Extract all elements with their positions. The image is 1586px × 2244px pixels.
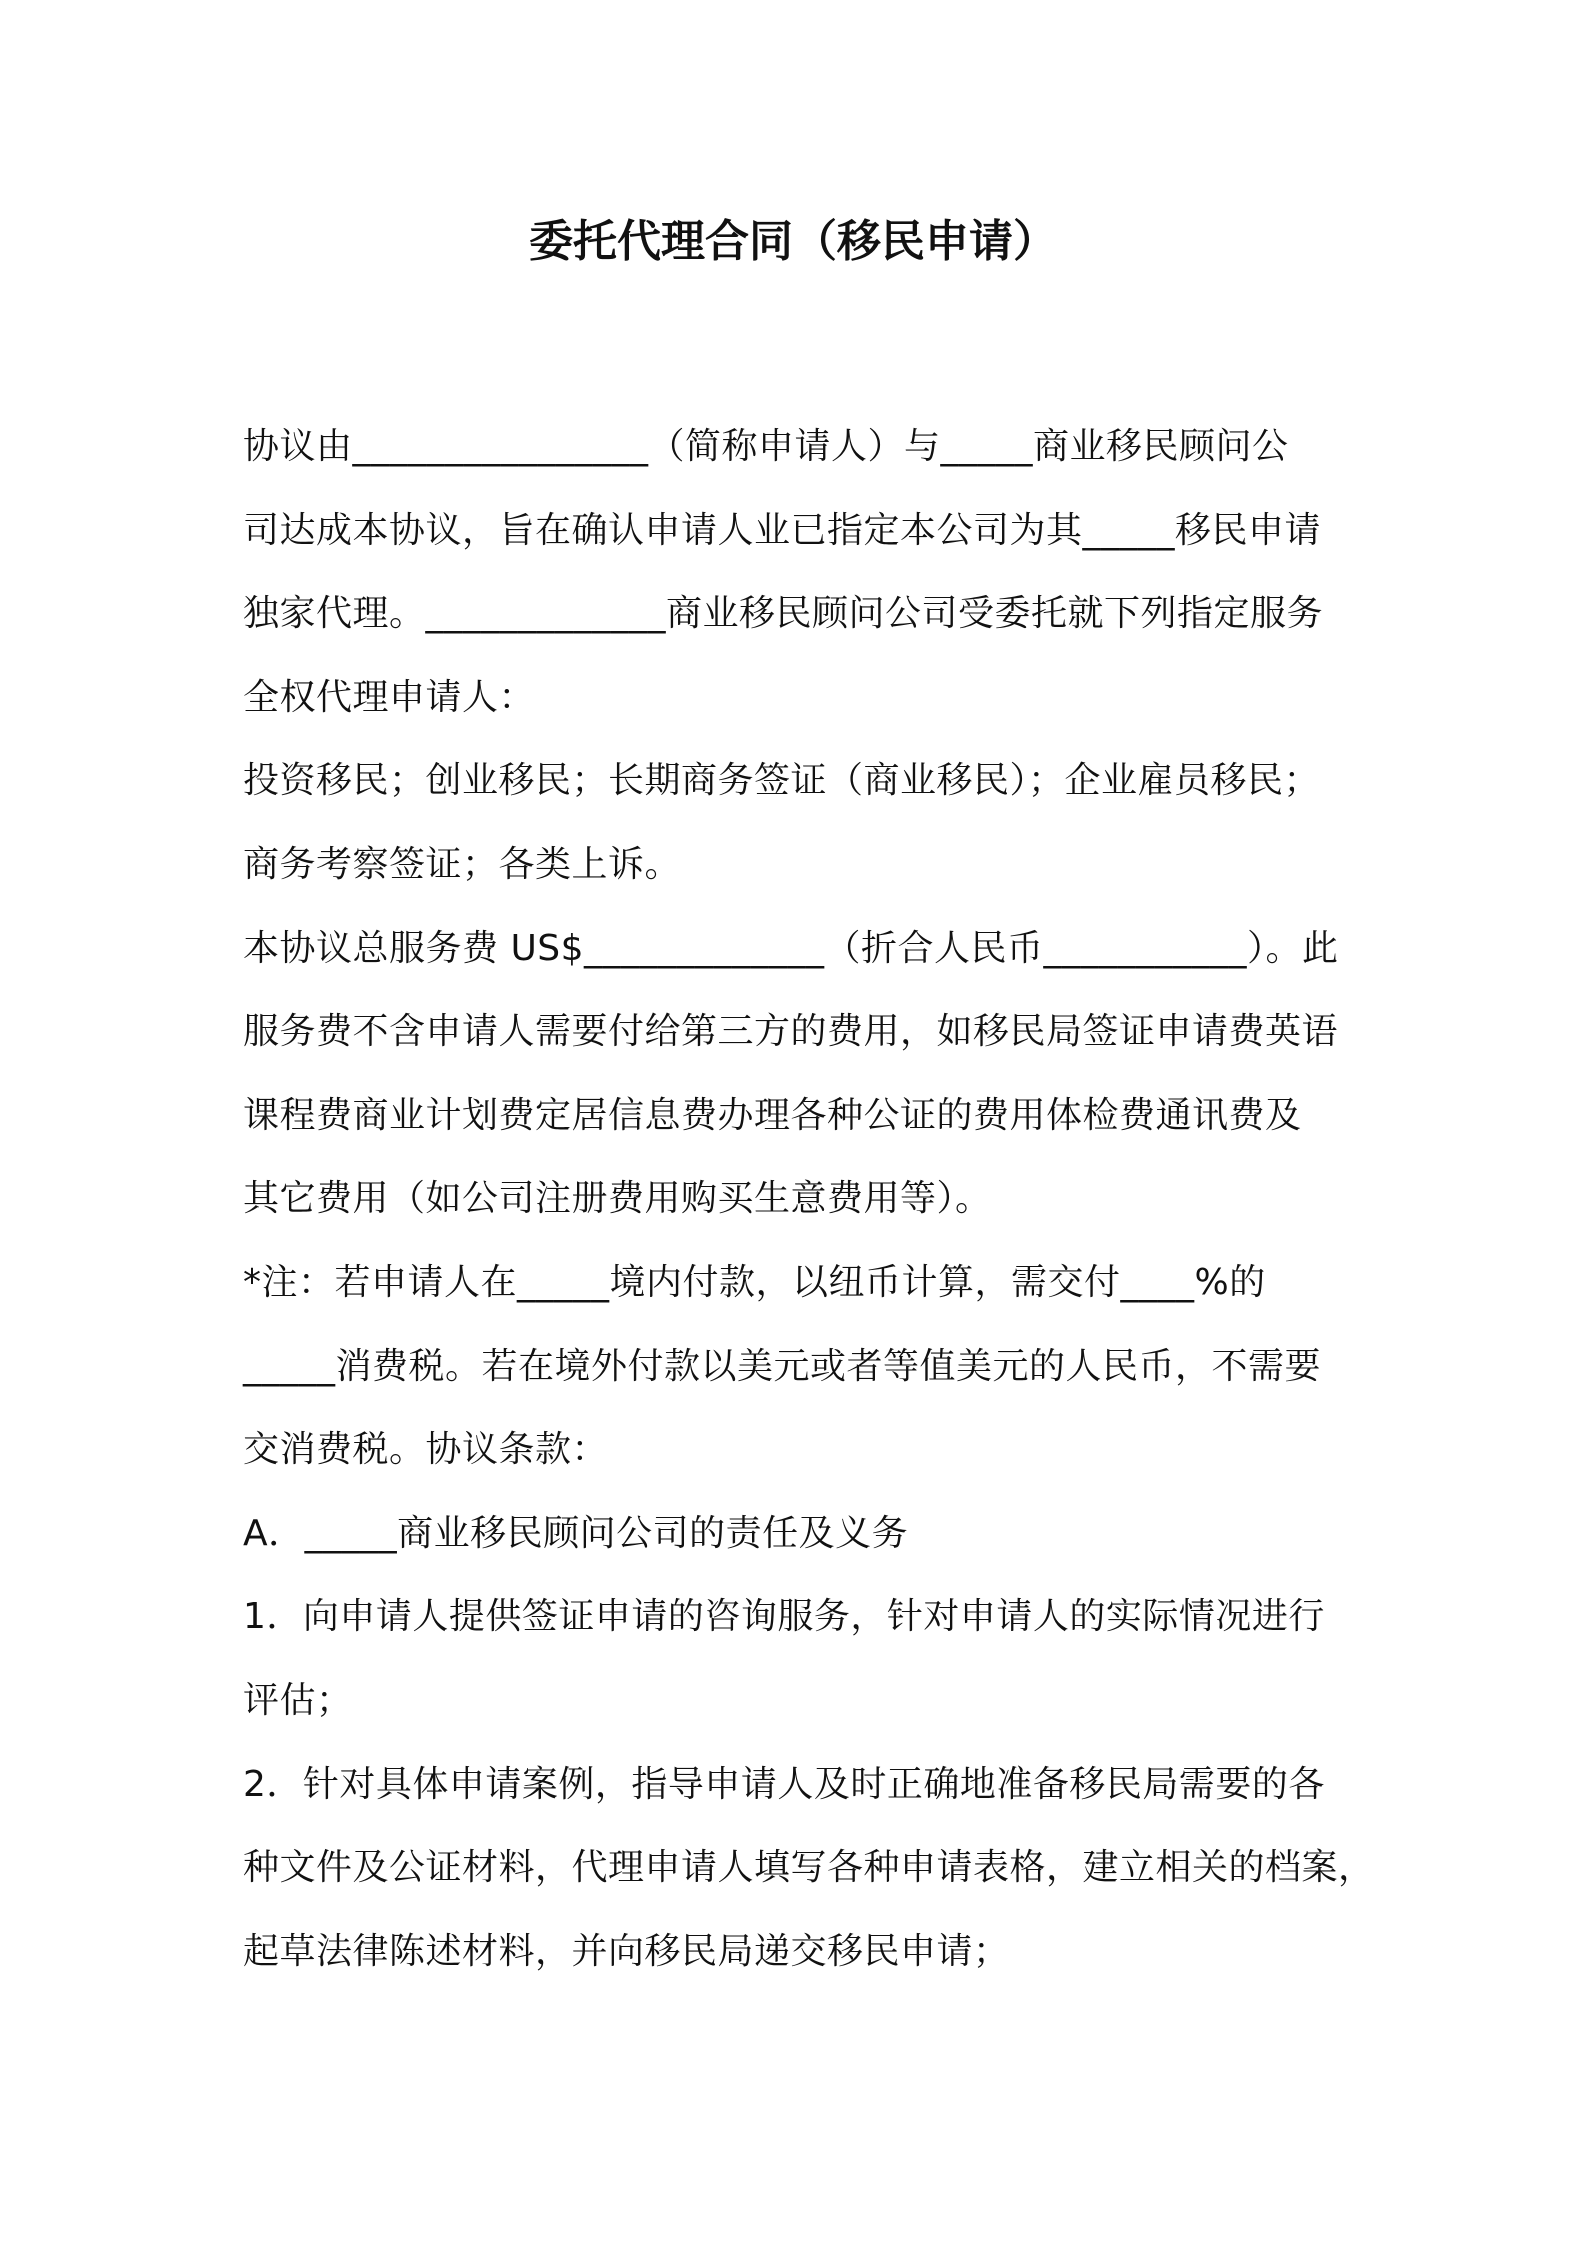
body-line-18: 种文件及公证材料，代理申请人填写各种申请表格，建立相关的档案，	[243, 1847, 1375, 1889]
body-line-8: 服务费不含申请人需要付给第三方的费用，如移民局签证申请费英语	[243, 1011, 1339, 1053]
document-body	[243, 405, 1375, 1993]
body-line-17: 2．针对具体申请案例，指导申请人及时正确地准备移民局需要的各	[243, 1763, 1325, 1805]
body-line-14: A．_____商业移民顾问公司的责任及义务	[243, 1512, 909, 1554]
body-line-15: 1．向申请人提供签证申请的咨询服务，针对申请人的实际情况进行	[243, 1596, 1325, 1638]
body-line-9: 课程费商业计划费定居信息费办理各种公证的费用体检费通讯费及	[243, 1094, 1302, 1136]
body-line-3: 独家代理。_____________商业移民顾问公司受委托就下列指定服务	[243, 593, 1324, 635]
body-line-13: 交消费税。协议条款：	[243, 1429, 609, 1471]
body-line-7: 本协议总服务费 US$_____________（折合人民币___________）。此	[243, 927, 1339, 969]
body-line-5: 投资移民；创业移民；长期商务签证（商业移民）；企业雇员移民；	[243, 760, 1321, 802]
body-line-2: 司达成本协议，旨在确认申请人业已指定本公司为其_____移民申请	[243, 509, 1322, 551]
document-title: 委托代理合同（移民申请）	[529, 216, 1057, 267]
body-line-4: 全权代理申请人：	[243, 676, 536, 718]
body-line-6: 商务考察签证；各类上诉。	[243, 843, 682, 885]
body-line-12: _____消费税。若在境外付款以美元或者等值美元的人民币，不需要	[243, 1345, 1322, 1387]
body-line-10: 其它费用（如公司注册费用购买生意费用等）。	[243, 1178, 992, 1220]
body-line-16: 评估；	[243, 1679, 353, 1721]
body-line-11: *注：若申请人在_____境内付款，以纽币计算，需交付____%的	[243, 1261, 1266, 1303]
body-line-19: 起草法律陈述材料，并向移民局递交移民申请；	[243, 1930, 1010, 1972]
body-line-1: 协议由________________（简称申请人）与_____商业移民顾问公	[243, 426, 1289, 467]
